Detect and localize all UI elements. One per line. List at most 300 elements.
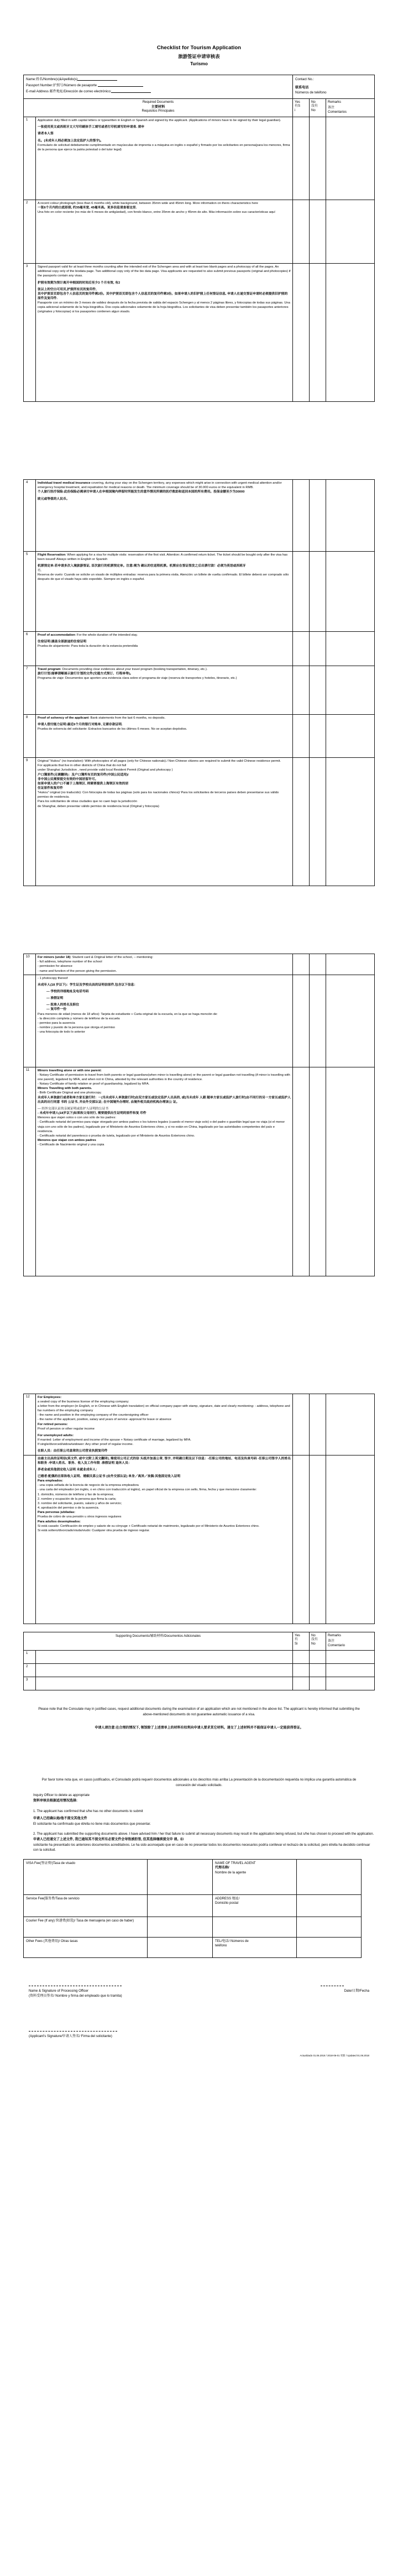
- no-checkbox-cell[interactable]: [310, 1663, 326, 1677]
- bullet-es-1: - la dirección completa y número de teléfono de la escuela: [38, 1017, 120, 1020]
- row-text-es: Prueba de solvencia del solicitante: Extractos bancarios de los últimos 6 meses. No se aceptan depósitos.: [38, 727, 187, 731]
- row-text-en-1: a sealed copy of the business license of the employing company;: [38, 1400, 129, 1404]
- row-text-cn-1: 在职人员：由任职公司盖章的公司营业执照复印件: [38, 1449, 108, 1453]
- row-number: 9: [24, 758, 36, 886]
- service-fee-value[interactable]: [148, 1894, 213, 1917]
- no-checkbox-cell[interactable]: [310, 1394, 326, 1455]
- remarks-cell[interactable]: [326, 954, 375, 975]
- yes-en: Yes: [295, 1633, 300, 1637]
- row-title-en-2: Minors Travelling with both parents.: [38, 1087, 92, 1091]
- row-content: [36, 954, 293, 975]
- no-checkbox-cell[interactable]: [310, 715, 326, 758]
- row-text-es: "Hukou" original (no traducido): Con fotocopia de todas las páginas (solo para los nacionales chinos)/ Para los solicitantes de terceros países deben presentarse sus válido permiso de residencia.: [38, 791, 279, 799]
- yes-checkbox-cell[interactable]: [293, 552, 310, 632]
- row-text-cn-4: 住证原件和复印件: [38, 786, 63, 790]
- address-es: Domicilio postal: [215, 1902, 239, 1905]
- row-text-cn-3: 如果申请人的户口不属于上海领区, 则需要提供上海领区有效的居: [38, 782, 129, 786]
- bullet-cn-2: — 准假证明: [46, 997, 64, 1001]
- applicant-signature-label: (Applicant's Signature/申请人签名/ Firma del solicitante): [29, 2034, 112, 2038]
- no-checkbox-cell[interactable]: [310, 264, 326, 402]
- remarks-cell[interactable]: [326, 1677, 375, 1690]
- row-text-en-6: If married: Letter of employment and income of the spouse + Notary certificate of marriage, legalized by MFA.: [38, 1438, 191, 1442]
- supporting-input[interactable]: [36, 1663, 293, 1677]
- remarks-cell[interactable]: [326, 1067, 375, 1276]
- table-row: [24, 1677, 375, 1690]
- row-text-en: : Documents providing clear evidences about your travel program (booking transportation, itinerary, etc.).: [60, 668, 208, 672]
- tel-value[interactable]: [297, 1937, 362, 1957]
- row-text-en: Signed passport valid for at least three months counting after the intended exit of the Schengen area and with at least two blank pages and a photocopy of all the pages. An additional copy only of the biodata page. Two additional copy only of the bio data page. Visa applicants are requested to also submit previous passports (original and photocopies) if the passports contain any visas.: [38, 265, 291, 278]
- no-checkbox-cell[interactable]: [310, 758, 326, 886]
- option-1-en[interactable]: 1. The applicant has confirmed that s/he has no other documents to submit: [33, 1809, 143, 1813]
- no-cn: 没有: [311, 104, 318, 108]
- row-text-es: Prueba de alojamiento: Para toda la duración de la estancia pretendida: [38, 645, 138, 648]
- remarks-cell[interactable]: [326, 200, 375, 264]
- row-number-continuation: [24, 975, 36, 1067]
- row-text-cn-1: 住宿证明:涵盖全部旅途的住宿证明: [38, 640, 87, 644]
- table-row: [24, 1650, 375, 1663]
- remarks-cell[interactable]: [326, 1394, 375, 1455]
- row-text-en-3: - Birth Certificate Original and one photocopy.: [38, 1091, 102, 1095]
- row-text-en: covering, during your stay on the Schengen territory, any expenses which might arise in connection with urgent medical attention and/or emergency hospital treatment, and repatriation for medical reasons or death. The minimum coverage should be of 30.000 euros or the equivalent in RMB.: [38, 481, 282, 490]
- table-row: [24, 715, 375, 758]
- row-number-continuation: [24, 1455, 36, 1624]
- bullet-es-2: - permiso para la ausencia: [38, 1021, 75, 1025]
- row-text-es-1: - una copia sellada de la licencia de negocio de la empresa empleadora: [38, 1484, 139, 1488]
- consulate-note-cn: 申请人请注意:在合理的情况下, 领馆除了上述清单上的材料有权利向申请人要求其它材料。递交了上述材料并不能保证申请人一定能获得签证。: [95, 1726, 303, 1730]
- row-text-cn-2: 由雇主出具的证明信(英文件, 或中文附上英文翻译), 需使用公司正式的信 头纸并加盖公章, 签字, 并明确日期及以下信息：-任职公司的地址、电话及传真号码 -任职公司签字人的姓名和职务 -申请人姓名、职务、收入及工作年限 -准假证明 退休人员：: [38, 1457, 291, 1465]
- service-fee-label: Service Fee(服务费/Tasa de servicio: [24, 1894, 148, 1917]
- yes-checkbox-cell[interactable]: [293, 200, 310, 264]
- row-text-es-2: - una carta del empleador (en inglés, o en chino con traducción al inglés), en papel oficial de la empresa con sello, firma, fecha y que mencione claramente:: [38, 1488, 257, 1492]
- name-label: Name:姓名/Nombre(s)&Apellido(s): [26, 77, 78, 82]
- remarks-cell[interactable]: [326, 264, 375, 402]
- row-text-cn-1: 一张6个月内的白底彩照, 约35毫米宽, 45毫米高。更多信息请查看这里.: [38, 206, 137, 210]
- remarks-cell[interactable]: [326, 715, 375, 758]
- row-text-cn-2: 语。: [38, 568, 44, 572]
- supporting-documents-table: [23, 1632, 375, 1690]
- es-list-1: 1. domicilio, números de teléfono y fax de la empresa;: [38, 1493, 114, 1496]
- fee-blank-label: [213, 1917, 297, 1937]
- courier-fee-label: Courier Fee (If any) 快递费(如选)/ Tasa de mensajeria (en caso de haber): [24, 1917, 148, 1937]
- row-content: [36, 200, 293, 264]
- row-text-es: Programa de viaje: Documentos que aporten una evidencia clara sobre el programa de viaje (reserva de transportes y hoteles, itinerario, etc.): [38, 677, 237, 680]
- yes-es: Si: [295, 1642, 298, 1646]
- contact-label-en: Contact No.:: [295, 77, 314, 82]
- yes-checkbox-cell[interactable]: [293, 1650, 310, 1663]
- no-checkbox-cell[interactable]: [310, 480, 326, 552]
- tel-en: TEL/电话/ Números de: [215, 1939, 249, 1943]
- row-title-en-3: For unemployed adults:: [38, 1433, 74, 1437]
- checklist-table-page4: [23, 1394, 375, 1624]
- row-title-en: Proof of accommodation: [38, 633, 75, 637]
- row-number: 8: [24, 715, 36, 758]
- row-text-cn-2: 张以上的空白可用页,护照所有页的复印件,: [38, 287, 97, 291]
- remarks-es: Comentario: [328, 1644, 345, 1648]
- yes-column-header: [293, 98, 310, 117]
- no-checkbox-cell[interactable]: [310, 975, 326, 1067]
- no-en: No: [311, 1633, 316, 1637]
- row-number: 11: [24, 1067, 36, 1276]
- row-text-cn-2: 请者本人签: [38, 132, 54, 136]
- checklist-table-page2: [23, 479, 375, 886]
- no-checkbox-cell[interactable]: [310, 200, 326, 264]
- row-title-es-2: Para personas jubiladas:: [38, 1511, 76, 1515]
- row-text-en-2: For applicants that live in other districts of China that do not fall: [38, 764, 127, 768]
- row-text-en-3: under Shanghai Jurisdiction , need provide valid local Resident Permit (Original and photocopy ): [38, 768, 173, 772]
- row-content: [36, 632, 293, 666]
- row-title-es-3: Para adultos desempleados:: [38, 1520, 81, 1523]
- row-number: 2: [24, 200, 36, 264]
- no-checkbox-cell[interactable]: [310, 552, 326, 632]
- row-text-en-3: - the name and position in the employing company of the countersigning officer: [38, 1413, 149, 1417]
- row-title-es: Para empleados:: [38, 1479, 64, 1483]
- officer-signature-label: Name & Signature of Processing Officer: [29, 1988, 88, 1993]
- row-text-cn-2: 欧元或等值的人民币。: [38, 497, 70, 501]
- page-break-gap-1: [23, 402, 375, 479]
- email-input[interactable]: [111, 92, 151, 93]
- applicant-fields: [24, 75, 293, 98]
- table-row: [24, 666, 375, 715]
- row-text-cn-4: 已婚者:配偶的在职和收入证明、婚姻关系公证书 (由外交部认证) 单身／离异／丧偶:其他固定收入证明: [38, 1475, 181, 1478]
- fee-table: [23, 1859, 362, 1958]
- yes-checkbox-cell[interactable]: [293, 1455, 310, 1624]
- row-text-cn-3: 其中护照首页即包含个人信息页的复印件需2份。其中护照首页即包含个人信息页的复印件需3份。如果申请人的旧护照上任何签证信息, 申请人在递交签证申请时必须提供旧护照的原件及复印件.: [38, 292, 288, 300]
- no-checkbox-cell[interactable]: [310, 1455, 326, 1624]
- remarks-cell[interactable]: [326, 666, 375, 715]
- name-input[interactable]: [77, 80, 117, 81]
- option-2-en[interactable]: 2. The applicant has submitted the supporting documents above. I have advised him / her that failure to submit all necessary documents may result in the application being refused, but s/he has chosen to proceed with the application.: [33, 1832, 374, 1836]
- table-row: [24, 200, 375, 264]
- row-text-en-5: Proof of pension or other regular income: [38, 1427, 95, 1431]
- bullet-es-4: - una fotocopia de todo lo anterior: [38, 1030, 85, 1034]
- remarks-cell[interactable]: [326, 480, 375, 552]
- tel-es: teléfono: [215, 1944, 227, 1948]
- row-text-en-1: - Notary Certificate of permission to travel from both parents or legal guardians(when minor is travelling alone) or the parent or legal guardian not travelling (if minor is travelling with one parent), legalized by MFA, and when not in China, attested by the relevant authorities in the country of residence.: [38, 1073, 290, 1081]
- required-documents-header: [24, 98, 293, 117]
- row-text-es-3: - Certificado notarial del parentesco o prueba de tutela, legalizado por el Ministerio de Asuntos Exteriores chino.: [38, 1134, 195, 1138]
- row-text-es-3: Prueba de cobro de una pensión u otros ingresos regulares: [38, 1515, 122, 1519]
- table-row: [24, 758, 375, 886]
- row-content: [36, 975, 293, 1067]
- yes-cn: 有: [295, 1638, 298, 1642]
- row-text-es-2: Para los solicitantes de otras ciudades que no caen bajo la jurisdicción: [38, 800, 137, 804]
- title-block: [23, 44, 375, 67]
- yes-checkbox-cell[interactable]: [293, 758, 310, 886]
- es-list-2: 2. nombre y ocupación de la persona que firma la carta;: [38, 1497, 117, 1501]
- row-text-en: : For the whole duration of the intended stay.: [75, 633, 138, 637]
- checklist-table: [23, 75, 375, 402]
- address-label: [213, 1894, 297, 1917]
- row-text-es-4: Si está casado: Certificación de empleo y salario de su cónyuge + Certificado notarial de matrimonio, legalizado por el Ministerio de Asuntos Exteriores chino.: [38, 1524, 260, 1528]
- email-label: E-mail Address 邮件地址/Dirección de correo electrónico:: [26, 89, 112, 93]
- remarks-cell[interactable]: [326, 632, 375, 666]
- remarks-cell[interactable]: [326, 758, 375, 886]
- bullet-en-2: - permission for absence: [38, 965, 72, 968]
- passport-label: Passport Number:护照号/Número de pasaporte: [26, 83, 97, 87]
- agent-name-cn: 代理名称/: [215, 1866, 229, 1870]
- yes-checkbox-cell[interactable]: [293, 1067, 310, 1276]
- footer-version: Actualizado 01.06.2018 / 2018-06-01 更新 / Updated 01.06.2018: [300, 2054, 369, 2057]
- travel-agent-value[interactable]: [297, 1859, 362, 1894]
- row-text-es: Una foto en color reciente (no más de 6 meses de antigüedad), con fondo blanco, entre 35mm de ancho y 45mm de alto. Más información sobre sus características aquí: [38, 211, 275, 214]
- row-text-es-2: - Certificado notarial del permiso para viajar otorgado por ambos padres o los tutores legales (cuando el menor viaje solo) o del padre o guardián legal que no viaja (si el menor viaja con uno sólo de los padres), legalizado por el Ministerio de Asuntos Exteriores chino, y si no están en China, legalizado por las autoridades competentes del país e residencia.: [38, 1121, 285, 1133]
- contact-cell[interactable]: [293, 75, 375, 98]
- row-text-cn-1: 护照有效期为预计离开申根国的时间后至少3 个月有效, 有2: [38, 281, 121, 285]
- officer-signature-label-cn: (资料受理员签名/ Nombre y firma del empleado que lo tramita): [29, 1994, 122, 1998]
- row-title-en: Individual travel medical insurance: [38, 481, 91, 485]
- row-title-en-2: For retired persons:: [38, 1422, 68, 1426]
- row-number: 12: [24, 1394, 36, 1455]
- row-text-en: : Student card & Original letter of the school, -- mentioning:: [70, 956, 154, 960]
- yes-checkbox-cell[interactable]: [293, 1677, 310, 1690]
- table-row: [24, 1394, 375, 1455]
- page-break-gap-2: [23, 886, 375, 954]
- remarks-en: Remarks: [328, 1633, 342, 1637]
- travel-agent-label: [213, 1859, 297, 1894]
- remarks-es: Comentarios: [328, 111, 347, 114]
- no-es: No: [311, 1642, 316, 1646]
- row-text-cn-2: 非中国公民需要提交有效的中国居留许可。: [38, 777, 98, 781]
- no-checkbox-cell[interactable]: [310, 632, 326, 666]
- supporting-no-header: [310, 1632, 326, 1650]
- visa-fee-label: VISA Fee(签证费/)Tasa de visado: [24, 1859, 148, 1894]
- row-text-en-2: - Notary Certificate of family relation or proof of guardianship, legalized by MFA.: [38, 1082, 150, 1086]
- bullet-en-1: - full address, telephone number of the school: [38, 960, 102, 964]
- date-label: Date/日期/Fecha: [344, 1988, 369, 1993]
- row-content: [36, 1394, 293, 1455]
- row-text-cn-3: 名。(未成年人则必须加上法定监护人的签字)。: [38, 139, 103, 143]
- bullet-es-3: - nombre y puesto de la persona que otorga el permiso: [38, 1026, 115, 1030]
- row-number: 10: [24, 954, 36, 975]
- fee-blank-value[interactable]: [297, 1917, 362, 1937]
- bullet-en-4: - 1 photocopy thereof: [38, 976, 68, 980]
- table-row: [24, 632, 375, 666]
- row-title-en: Minors travelling alone or with one parent:: [38, 1069, 102, 1072]
- remarks-cell[interactable]: [326, 1455, 375, 1624]
- bullet-en-3: - name and function of the person giving the permission.: [38, 969, 117, 973]
- no-cn: 没有: [311, 1638, 318, 1642]
- yes-checkbox-cell[interactable]: [293, 480, 310, 552]
- page-title-spanish: Turismo: [190, 61, 208, 66]
- supporting-input[interactable]: [36, 1650, 293, 1663]
- row-number: 1: [24, 117, 36, 200]
- option-1-cn: 申请人已经确认她/他不提交其他文件: [33, 1817, 87, 1821]
- supporting-header-row: [24, 1632, 375, 1650]
- no-checkbox-cell[interactable]: [310, 1650, 326, 1663]
- row-text-es: Reserva de vuelo: Cuando se solicite un visado de múltiples entradas: reserva para la primera visita. Atención: un billete de vuelta confirmado. El billete deberá ser comprado sólo después de que el visado haya sido expedido. Siempre en inglés o español.: [38, 573, 289, 581]
- no-checkbox-cell[interactable]: [310, 666, 326, 715]
- row-text-cn-1: 一张使用英文或西班牙文大写印刷体手工填写或者打印机填写的申请表. 须申: [38, 125, 144, 129]
- table-row: [24, 1663, 375, 1677]
- row-title-en: For Employees:: [38, 1395, 62, 1399]
- column-header-row: [24, 98, 375, 117]
- row-title-es: Menores que viajan con ambos padres: [38, 1139, 96, 1142]
- row-number: 3: [24, 264, 36, 402]
- consulate-note-en: Please note that the Consulate may in justified cases, request additional documents during the examination of an application which are not mentioned in the above list. The applicant is hereby informed that submitting the above-mentioned documents do not guarantee automatic issuance of a visa.: [38, 1707, 360, 1716]
- contact-label-cn: 联系电话: [295, 85, 309, 90]
- table-row: [24, 117, 375, 200]
- row-text-en-7: If single/divorced/widow/widower: Any other proof of regular income.: [38, 1443, 134, 1447]
- required-es: Requisitos Principales: [142, 109, 175, 113]
- option-1-es: El solicitante ha confirmado que él/ella no tiene más documentos que presentar.: [33, 1822, 151, 1826]
- row-title-en: Travel program: [38, 668, 61, 672]
- yes-checkbox-cell[interactable]: [293, 117, 310, 200]
- yes-es: i: [295, 109, 296, 113]
- remarks-en: Remarks: [328, 100, 342, 104]
- page-title: Checklist for Tourism Application: [156, 44, 242, 50]
- row-number: 7: [24, 666, 36, 715]
- table-row: [24, 1917, 362, 1937]
- row-content: [36, 552, 293, 632]
- remarks-cn: 备注: [328, 106, 335, 110]
- address-en: ADDRESS 地址/: [215, 1897, 240, 1900]
- row-text-en: A recent colour photograph (less than 6 months old), white background, between 35mm wide and 45mm long. More information on theirs characteristics here: [38, 202, 258, 206]
- remarks-cell[interactable]: [326, 975, 375, 1067]
- yes-checkbox-cell[interactable]: [293, 1394, 310, 1455]
- visa-fee-value[interactable]: [148, 1859, 213, 1894]
- row-text-es: Formulario de solicitud debidamente cumplimentado en mayúsculas de imprenta o a máquina en inglés o español y firmado por los solicitantes en persona(para los menores, firma de la persona que ejerce la patria potestad o del tutor legal): [38, 143, 290, 151]
- agent-name-es: Nombre de la agente: [215, 1871, 247, 1875]
- row-number: 5: [24, 552, 36, 632]
- row-content: [36, 264, 293, 402]
- row-title-en: Proof of solvency of the applicant: [38, 716, 89, 720]
- no-column-header: [310, 98, 326, 117]
- table-row: [24, 954, 375, 975]
- supporting-yes-header: [293, 1632, 310, 1650]
- row-text-cn-1: 旅行计划:能够清晰展示旅行计划的文件(交通方式预订、行程单等)。: [38, 672, 133, 676]
- no-en: No: [311, 100, 316, 104]
- inquiry-officer-cn: 资料审核员根据适用情况选择:: [33, 1799, 77, 1803]
- row-content: [36, 1455, 293, 1624]
- no-es: No: [311, 109, 316, 113]
- option-2-es: solicitante ha presentado los anteriores documentos acreditativos. Le ha sido aconsejado que en caso de no presentar todos los documentos necesarios podría conllevar el rechazo de la solicitud, pero él/ella ha decidido continuar con la solicitud.: [33, 1843, 370, 1852]
- no-checkbox-cell[interactable]: [310, 1067, 326, 1276]
- bullet-cn-4: — 复印件一份: [46, 1008, 67, 1012]
- yes-checkbox-cell[interactable]: [293, 715, 310, 758]
- row-text-cn-3: - 未成年申请人(18岁以下)如果和父母同行, 需要提供出生证明的原件和复 印件: [38, 1112, 146, 1116]
- other-fees-label: Other Fees (其他费用)/ Otras tasas: [24, 1937, 148, 1957]
- supporting-input[interactable]: [36, 1677, 293, 1690]
- table-row: [24, 1937, 362, 1957]
- no-checkbox-cell[interactable]: [310, 1677, 326, 1690]
- remarks-cell[interactable]: [326, 1663, 375, 1677]
- table-row: [24, 1859, 362, 1894]
- row-text-es: Pasaporte con un mínimo de 3 meses de validez después de la fecha prevista de salida del espacio Schengen y al menos 2 páginas libres, y fotocopias de todas sus páginas. Una copia adicional solamente de la hoja biográfica. Dos copia adicionales solamente de la hoja biográfica. Los solicitantes de visa deben presentar también los pasaportes anteriores (originales y fotocopias) si los pasaportes contienen algun visado.: [38, 301, 290, 314]
- passport-input[interactable]: [98, 86, 143, 87]
- contact-label-es: Números de teléfono: [295, 91, 327, 95]
- row-title-en: Flight Reservation: [38, 553, 66, 557]
- remarks-cn: 备注: [328, 1640, 335, 1643]
- page-title-chinese: 旅游签证申请审核表: [178, 54, 220, 60]
- yes-checkbox-cell[interactable]: [293, 1663, 310, 1677]
- supporting-remarks-header: [326, 1632, 375, 1650]
- row-text-cn-1: 户口簿原件(无需翻译)：及户口簿所有页的复印件(中国公民适用)/: [38, 773, 129, 777]
- row-content: [36, 715, 293, 758]
- applicant-header-row: [24, 75, 375, 98]
- table-row: [24, 480, 375, 552]
- yes-checkbox-cell[interactable]: [293, 954, 310, 975]
- bullet-cn-3: — 批准人的姓名及职位: [46, 1003, 80, 1007]
- supporting-header: Supporting Documents/辅助材料/Documentos Adicionales: [24, 1632, 293, 1650]
- required-en: Required Documents: [142, 100, 174, 104]
- row-text-en-2: a letter from the employer (in English, or in Chinese with English translation) on official company paper with stamp, signature, date and clearly mentioning: - address, telephone and fax numbers of the employing company: [38, 1404, 290, 1413]
- row-text-es: Para menores de edad (menos de 18 años): Tarjeta de estudiante + Carta original de la escuela, en la que se haga mención de:: [38, 1012, 218, 1016]
- row-text-cn-1: 个人旅行医疗保险:此份保险必需承付申请人在申根国境内停留时所能发生的意外情况所需的医疗救助和返回本国的所有费用。投保金额至少为30000: [38, 490, 245, 494]
- yes-checkbox-cell[interactable]: [293, 632, 310, 666]
- row-number: 3: [24, 1677, 36, 1690]
- table-row: [24, 975, 375, 1067]
- option-2-cn: 申请人已经递交了上述文件, 我已通知其不提交所有必要文件会导致被拒签, 但其选择继续提交申 请。El: [33, 1838, 184, 1842]
- row-text-es-3: de Shanghai, deben presentar válido permiso de residencia local (Original y fotocopia): [38, 804, 159, 808]
- remarks-cell[interactable]: [326, 117, 375, 200]
- remarks-cell[interactable]: [326, 552, 375, 632]
- row-text-cn-3: 养老金或其他固定收入证明 未就业成年人：: [38, 1468, 99, 1472]
- tel-label: [213, 1937, 297, 1957]
- row-text-es-1: Menores que viajen solos o con uno sólo de los padres:: [38, 1116, 116, 1120]
- row-content: [36, 666, 293, 715]
- row-text-en: Application duly filled in with capital letters or typewritten in English or Spanish and signed by the applicant. (Applications of minors have to be signed by their legal guardian).: [38, 119, 281, 123]
- yes-cn: 有S: [295, 104, 301, 108]
- row-content: [36, 117, 293, 200]
- row-text-cn-2: — 经外交部认证的亲属证明或监护人证明的公证书: [38, 1107, 109, 1111]
- table-row: [24, 264, 375, 402]
- row-text-cn-1: 未成年人(18 岁以下)：学生证及学校出具的证明信原件,包含以下信息：: [38, 983, 138, 987]
- row-text-en: : Bank statements from the last 6 months, no deposits.: [88, 716, 166, 720]
- row-number: 1: [24, 1650, 36, 1663]
- es-list-4: 4. aprobación del permiso o de la ausencia.: [38, 1506, 100, 1510]
- checklist-table-page3: [23, 954, 375, 1276]
- row-content: [36, 480, 293, 552]
- row-text-cn-1: 机票预定单:若申请多次入境旅游签证, 首次旅行的机票预定单。注意:需为 确认的往返程机票。机票应在签证签发之后出票付款！必须为英语或西班牙: [38, 564, 246, 568]
- no-checkbox-cell[interactable]: [310, 954, 326, 975]
- row-text-cn-1: 申请人偿付能力证明:最近6个月的银行对账单, 无需存款证明.: [38, 723, 123, 727]
- row-text-es-5: Si está soltero/divorciado/viuda/viudo: Cualquier otra prueba de ingreso regular.: [38, 1528, 150, 1532]
- row-number: 2: [24, 1663, 36, 1677]
- no-checkbox-cell[interactable]: [310, 117, 326, 200]
- es-list-3: 3. nombre del solicitante, puesto, salario y años de servicio;: [38, 1501, 122, 1505]
- other-fees-value[interactable]: [148, 1937, 213, 1957]
- required-cn: 主要材料: [151, 104, 165, 109]
- row-text-es-4: - Certificado de Nacimiento original y una copia: [38, 1143, 104, 1147]
- consulate-note-es: Por favor tome nota que, en casos justificados, el Consulado podrá requerir documentos adicionales a los descritos más arriba La presentación de la documentación requerida no implica una garantía automática de concesión del visado solicitado.: [41, 1778, 357, 1787]
- page-break-gap-3: [23, 1276, 375, 1394]
- yes-en: Yes: [295, 100, 300, 104]
- inquiry-officer-en: Inquiry Officer to delete as appropriate: [33, 1794, 90, 1798]
- row-text-en-4: - the name of the applicant, position, salary and years of service -approval for leave or absence: [38, 1418, 171, 1422]
- row-text-cn-1: 未成年人单独旅行或者和单方家长旅行时：－(当未成年人单独旅行时)由双方家长或法定监护人出具的, 或(当未成年 人跟 随单方家长或监护人旅行时)由不同行的另一方家长或监护人出具的出行同意 书的 公证书, 并由外交部认证; 在中国境外办理时, 由境外相关政府机构办理该公 证。: [38, 1096, 291, 1104]
- row-content: [36, 1067, 293, 1276]
- yes-checkbox-cell[interactable]: [293, 264, 310, 402]
- yes-checkbox-cell[interactable]: [293, 666, 310, 715]
- row-number: 6: [24, 632, 36, 666]
- row-text-en: : When applying for a visa for multiple visits: reservation of the first visit. Attention: A confirmed return ticket. The ticket should be bought only after the visa has been issued! Always written in English or Spanish: [38, 553, 288, 562]
- row-content: [36, 758, 293, 886]
- table-row: [24, 1894, 362, 1917]
- row-title-en: For minors (under 18): [38, 956, 71, 960]
- remarks-cell[interactable]: [326, 1650, 375, 1663]
- courier-fee-value[interactable]: [148, 1917, 213, 1937]
- bullet-cn-1: — 学校的详细地址及电话号码: [46, 989, 89, 993]
- row-number: 4: [24, 480, 36, 552]
- table-row: [24, 1067, 375, 1276]
- table-row: [24, 1455, 375, 1624]
- row-text-en: Original "Hukou" (no translation): With photocopies of all pages (only for Chinese nationals)./ Non-Chinese citizens are required to submit the valid Chinese residence permit.: [38, 760, 281, 763]
- agent-name-en: NAME OF TRAVEL AGENT: [215, 1861, 256, 1865]
- remarks-column-header: [326, 98, 375, 117]
- address-value[interactable]: [297, 1894, 362, 1917]
- table-row: [24, 552, 375, 632]
- yes-checkbox-cell[interactable]: [293, 975, 310, 1067]
